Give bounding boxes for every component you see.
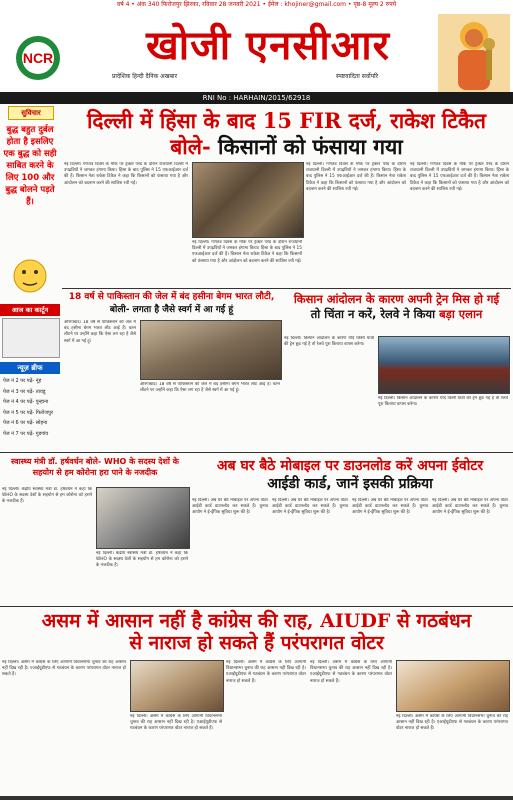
story6-headline-line1[interactable]: असम में आसान नहीं है कांग्रेस की राह, AIUDF से गठबंधन <box>41 610 472 632</box>
brief-item[interactable]: पेज नं 2 पर पढ़ें- नूंह <box>3 378 42 384</box>
protest-photo <box>192 162 304 238</box>
svg-text:NCR: NCR <box>22 50 54 66</box>
suvichar-text: बुद्ध बहुत दुर्बल होता है इसलिए एक बुद्ध को सही साबित करने के लिए 100 और बुद्ध बोलने पड़ते हैं। <box>3 125 57 207</box>
story5-body-col2: नई दिल्ली। अब घर बैठे मोबाइल पर अपना वोटर आईडी कार्ड डाउनलोड कर सकते हैं। चुनाव आयोग ने ई-ईपिक सुविधा शुरू की है। <box>272 498 348 516</box>
section-divider <box>0 606 513 607</box>
story5-headline-line1[interactable]: अब घर बैठे मोबाइल पर डाउनलोड करें अपना ईवोटर <box>216 458 484 474</box>
story4-body-col2: नई दिल्ली। केंद्रीय स्वास्थ्य मंत्री डॉ. हर्षवर्धन ने कहा कि WHO के सदस्य देशों के सहयोग से हम कोरोना को हराने के नजदीक हैं। <box>96 551 188 569</box>
story2-headline-line2[interactable]: बोली- लगता है जैसे स्वर्ग में आ गई हूं <box>109 305 234 315</box>
story3-body-col1: नई दिल्ली। किसान आंदोलन के कारण यदि किसी यात्री की ट्रेन छूट गई है तो रेलवे पूरा किराया वापस करेगा। <box>284 336 374 348</box>
story6-headline-line2[interactable]: से नाराज हो सकते हैं परंपरागत वोटर <box>129 632 384 654</box>
story6-body-col3: नई दिल्ली। असम में कांग्रेस के लिए आगामी विधानसभा चुनाव की राह आसान नहीं दिख रही है। एआईयूडीएफ से गठबंधन के कारण परंपरागत वोटर नाराज हो सकते हैं। <box>226 660 306 684</box>
story3-headline-line1: किसान आंदोलन के कारण अपनी ट्रेन मिस हो गई <box>293 292 500 306</box>
story5-body-col4: नई दिल्ली। अब घर बैठे मोबाइल पर अपना वोटर आईडी कार्ड डाउनलोड कर सकते हैं। चुनाव आयोग ने ई-ईपिक सुविधा शुरू की है। <box>432 498 508 516</box>
deity-image-icon <box>438 14 510 96</box>
story4-body-col1: नई दिल्ली। केंद्रीय स्वास्थ्य मंत्री डॉ. हर्षवर्धन ने कहा कि WHO के सदस्य देशों के सहयोग से हम कोरोना को हराने के नजदीक हैं। <box>2 487 92 505</box>
tagline-left: प्रादेशिक हिन्दी दैनिक अखबार <box>112 73 178 80</box>
thinking-face-icon <box>12 256 48 296</box>
left-sidebar <box>0 106 60 446</box>
story3-headline[interactable] <box>284 292 509 322</box>
lead-headline-black: किसानों को फंसाया गया <box>218 134 403 159</box>
suvichar-title: सुविचार <box>8 106 54 120</box>
rni-number: RNI No : HARHAIN/2015/62918 <box>0 92 513 104</box>
newspaper-title: खोजी एनसीआर <box>145 22 390 69</box>
bottom-rule <box>0 796 513 800</box>
cartoon-image <box>2 318 60 358</box>
issue-info: वर्ष 4 • अंक 340 फिरोजपुर झिरका, रविवार 28 जनवरी 2021 • ईमेल : khojiner@gmail.com • पृष्ठ-8 मूल्य 2 रुपये <box>0 0 513 10</box>
cartoon-label: आज का कार्टून <box>0 304 60 316</box>
section-divider <box>62 288 511 289</box>
lead-headline-line1[interactable]: दिल्ली में हिंसा के बाद 15 FIR दर्ज, राकेश टिकैत <box>86 108 487 133</box>
brief-item[interactable]: पेज नं 5 पर पढ़ें- फिरोजपुर <box>3 409 53 416</box>
story2-headline-line1[interactable]: 18 वर्ष से पाकिस्तान की जेल में बंद हसीना बेगम भारत लौटी, <box>68 292 275 302</box>
news-brief-label: न्यूज़ ब्रीफ <box>0 362 60 374</box>
harsh-vardhan-photo <box>96 487 190 549</box>
story5-body-col3: नई दिल्ली। अब घर बैठे मोबाइल पर अपना वोटर आईडी कार्ड डाउनलोड कर सकते हैं। चुनाव आयोग ने ई-ईपिक सुविधा शुरू की है। <box>352 498 428 516</box>
train-photo <box>378 336 510 394</box>
lead-headline-line2[interactable] <box>64 134 509 159</box>
brief-item[interactable]: पेज नं 3 पर पढ़ें- तावडू <box>3 388 46 395</box>
lead-body-col1: नई दिल्ली। गणतंत्र दिवस के मौके पर ट्रैक्टर परेड के दौरान राजधानी दिल्ली में उपद्रवियों ने जमकर हंगामा किया। हिंसा के बाद पुलिस ने 15 एफआईआर दर्ज की हैं। किसान नेता राकेश टिकैत ने कहा कि किसानों को फंसाया गया है और आंदोलन को बदनाम करने की साजिश रची गई। <box>64 162 188 186</box>
story5-body-col1: नई दिल्ली। अब घर बैठे मोबाइल पर अपना वोटर आईडी कार्ड डाउनलोड कर सकते हैं। चुनाव आयोग ने ई-ईपिक सुविधा शुरू की है। <box>192 498 268 516</box>
assam-leaders-photo <box>396 660 510 712</box>
story5-headline-line2[interactable]: आईडी कार्ड, जानें इसकी प्रक्रिया <box>267 476 433 492</box>
tagline-right: स्पष्टवादिता सर्वोपरि <box>336 73 379 80</box>
story2-body-col2: औरंगाबाद। 18 वर्ष से पाकिस्तान की जेल में बंद हसीना बेगम भारत लौट आई हैं। वतन लौटने पर उन्होंने कहा कि ऐसा लग रहा है जैसे स्वर्ग में आ गई हूं। <box>140 382 280 394</box>
story6-body-col4: नई दिल्ली। असम में कांग्रेस के लिए आगामी विधानसभा चुनाव की राह आसान नहीं दिख रही है। एआईयूडीएफ से गठबंधन के कारण परंपरागत वोटर नाराज हो सकते हैं। <box>310 660 392 684</box>
lead-body-col4: नई दिल्ली। गणतंत्र दिवस के मौके पर ट्रैक्टर परेड के दौरान राजधानी दिल्ली में उपद्रवियों ने जमकर हंगामा किया। हिंसा के बाद पुलिस ने 15 एफआईआर दर्ज की हैं। किसान नेता राकेश टिकैत ने कहा कि किसानों को फंसाया गया है और आंदोलन को बदनाम करने की साजिश रची गई। <box>410 162 509 192</box>
story6-body-col2: नई दिल्ली। असम में कांग्रेस के लिए आगामी विधानसभा चुनाव की राह आसान नहीं दिख रही है। एआईयूडीएफ से गठबंधन के कारण परंपरागत वोटर नाराज हो सकते हैं। <box>130 714 222 732</box>
lead-body-col3: नई दिल्ली। गणतंत्र दिवस के मौके पर ट्रैक्टर परेड के दौरान राजधानी दिल्ली में उपद्रवियों ने जमकर हंगामा किया। हिंसा के बाद पुलिस ने 15 एफआईआर दर्ज की हैं। किसान नेता राकेश टिकैत ने कहा कि किसानों को फंसाया गया है और आंदोलन को बदनाम करने की साजिश रची गई। <box>306 162 406 192</box>
rahul-gandhi-photo <box>130 660 224 712</box>
news-brief-list <box>3 378 57 441</box>
story3-body-col2: नई दिल्ली। किसान आंदोलन के कारण यदि किसी यात्री की ट्रेन छूट गई है तो रेलवे पूरा किराया वापस करेगा। <box>378 396 508 408</box>
lead-body-col2: नई दिल्ली। गणतंत्र दिवस के मौके पर ट्रैक्टर परेड के दौरान राजधानी दिल्ली में उपद्रवियों ने जमकर हंगामा किया। हिंसा के बाद पुलिस ने 15 एफआईआर दर्ज की हैं। किसान नेता राकेश टिकैत ने कहा कि किसानों को फंसाया गया है और आंदोलन को बदनाम करने की साजिश रची गई। <box>192 240 302 264</box>
story2-body-col1: औरंगाबाद। 18 वर्ष से पाकिस्तान की जेल में बंद हसीना बेगम भारत लौट आई हैं। वतन लौटने पर उन्होंने कहा कि ऐसा लग रहा है जैसे स्वर्ग में आ गई हूं। <box>64 320 136 344</box>
story3-headline-line2: तो चिंता न करें, रेलवे ने किया <box>310 307 440 321</box>
brief-item[interactable]: पेज नं 7 पर पढ़ें- गुडगांव <box>3 430 49 437</box>
brief-item[interactable]: पेज नं 4 पर पढ़ें- पुन्हाना <box>3 399 49 405</box>
ncr-logo-icon <box>8 34 68 82</box>
masthead <box>0 10 513 88</box>
story4-headline[interactable]: स्वास्थ्य मंत्री डॉ. हर्षवर्धन बोले- WHO के सदस्य देशों के सहयोग से हम कोरोना हरा पाने के नजदीक <box>11 457 179 477</box>
section-divider <box>0 452 513 453</box>
lead-headline-red: बोले- <box>170 134 218 159</box>
story3-headline-red: बड़ा एलान <box>439 307 483 321</box>
brief-item[interactable]: पेज नं 6 पर पढ़ें- सोहना <box>3 420 48 426</box>
hasina-begum-photo <box>140 320 282 380</box>
story6-body-col5: नई दिल्ली। असम में कांग्रेस के लिए आगामी विधानसभा चुनाव की राह आसान नहीं दिख रही है। एआईयूडीएफ से गठबंधन के कारण परंपरागत वोटर नाराज हो सकते हैं। <box>396 714 508 732</box>
story6-body-col1: नई दिल्ली। असम में कांग्रेस के लिए आगामी विधानसभा चुनाव की राह आसान नहीं दिख रही है। एआईयूडीएफ से गठबंधन के कारण परंपरागत वोटर नाराज हो सकते हैं। <box>2 660 126 678</box>
